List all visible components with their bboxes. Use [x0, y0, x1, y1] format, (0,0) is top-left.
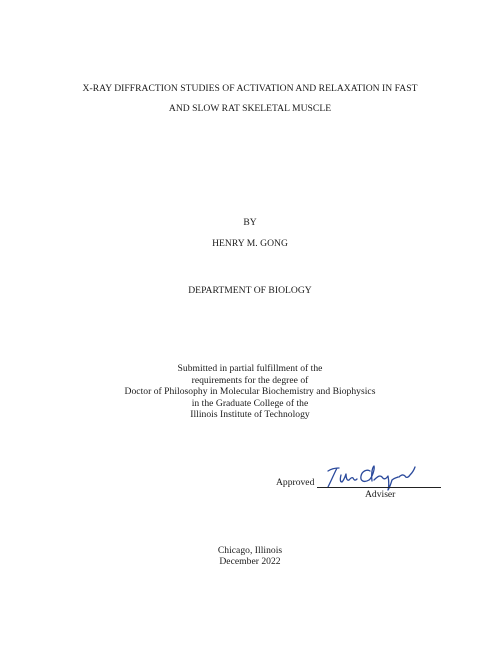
- author-name: HENRY M. GONG: [212, 238, 288, 249]
- title-line-2: AND SLOW RAT SKELETAL MUSCLE: [168, 103, 332, 114]
- date-line: December 2022: [219, 556, 281, 567]
- place-line: Chicago, Illinois: [217, 545, 283, 556]
- department-name: DEPARTMENT OF BIOLOGY: [188, 285, 312, 296]
- submission-line-2: requirements for the degree of: [191, 375, 309, 386]
- title-line-1: X-RAY DIFFRACTION STUDIES OF ACTIVATION AND RELAXATION IN FAST: [82, 83, 418, 94]
- by-label: BY: [243, 217, 257, 228]
- approval-block: [276, 462, 446, 502]
- adviser-label: Adviser: [365, 489, 396, 500]
- signature-line: [317, 487, 441, 488]
- submission-line-3: Doctor of Philosophy in Molecular Biochemistry and Biophysics: [124, 386, 376, 397]
- submission-line-1: Submitted in partial fulfillment of the: [177, 363, 323, 374]
- approved-label: Approved: [276, 477, 315, 488]
- submission-line-5: Illinois Institute of Technology: [190, 409, 310, 420]
- submission-line-4: in the Graduate College of the: [191, 398, 309, 409]
